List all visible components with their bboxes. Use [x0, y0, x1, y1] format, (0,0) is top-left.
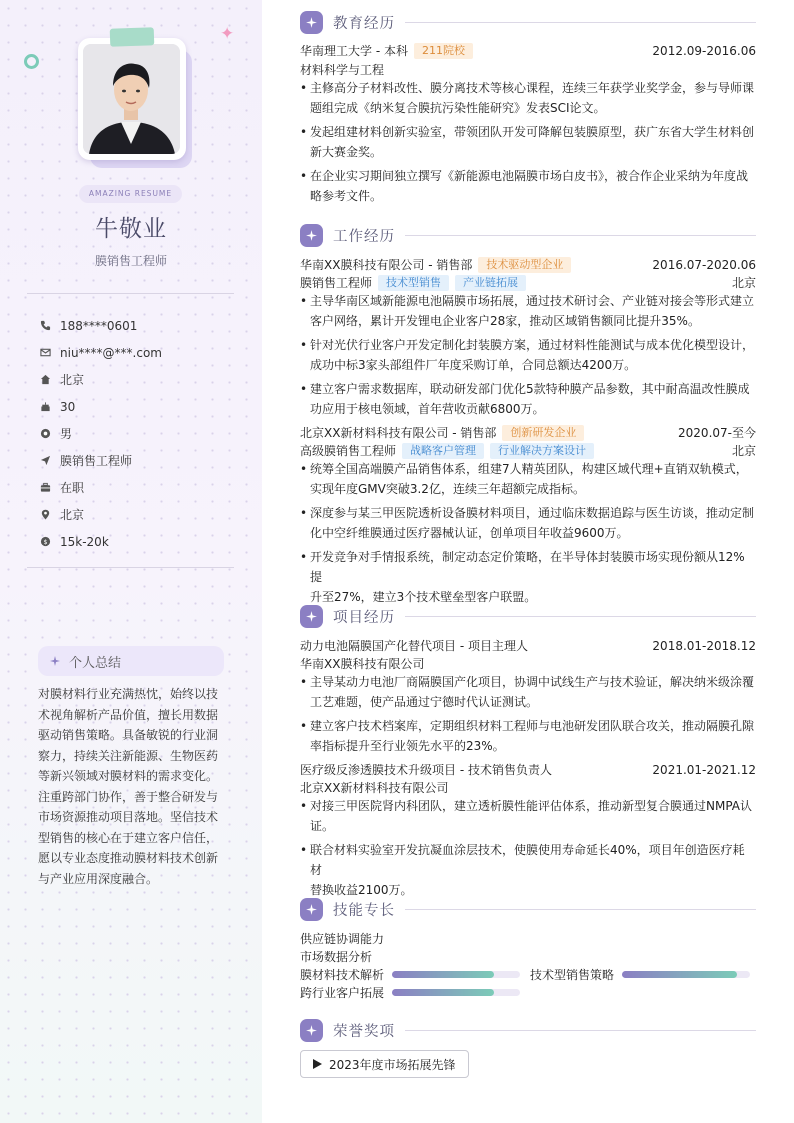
job-header-row — [300, 256, 756, 273]
bullet-line: 客户网络，累计开发锂电企业客户28家，推动区域销售额同比提升35%。 — [310, 314, 700, 328]
info-text: 30 — [60, 399, 76, 414]
skill-name: 膜材料技术解析 — [300, 968, 385, 982]
divider — [27, 567, 234, 568]
bullet-line: • 主导华南区域新能源电池隔膜市场拓展，通过技术研讨会、产业链对接会等形式建立 — [310, 294, 755, 308]
bullet-line: • 在企业实习期间独立撰写《新能源电池隔膜市场白皮书》，被合作企业采纳为年度战 — [310, 169, 749, 183]
decor-circle — [24, 54, 39, 69]
candidate-title: 膜销售工程师 — [94, 254, 167, 268]
job-period: 2020.07-至今 — [678, 426, 756, 440]
bullet-line: 功应用于核电领域，首年营收贡献6800万。 — [310, 402, 545, 416]
bullet-line: • 对接三甲医院肾内科团队，建立透析膜性能评估体系，推动新型复合膜通过NMPA认 — [310, 799, 753, 813]
role-tag: 产业链拓展 — [455, 275, 526, 291]
school-tag: 211院校 — [414, 43, 473, 59]
bullet-line: 新大赛金奖。 — [310, 145, 383, 159]
info-location — [40, 501, 240, 528]
award-label: 2023年度市场拓展先锋 — [329, 1057, 456, 1072]
info-text: 在职 — [60, 481, 85, 495]
info-text: 188****0601 — [60, 318, 138, 333]
bullet-line: • 建立客户需求数据库，联动研发部门优化5款特种膜产品参数，其中耐高温改性膜成 — [310, 382, 750, 396]
job-company: 北京XX新材料科技有限公司 - 销售部 — [300, 426, 497, 440]
job-city: 北京 — [731, 444, 756, 458]
phone-icon — [40, 320, 51, 331]
sparkle-icon — [300, 1019, 323, 1042]
location-icon — [40, 509, 51, 520]
skill-level-fill — [392, 971, 494, 978]
section-title: 项目经历 — [333, 609, 395, 626]
svg-text:$: $ — [43, 537, 48, 546]
job-role: 膜销售工程师 — [300, 276, 373, 290]
avatar — [83, 44, 180, 154]
play-icon — [313, 1059, 322, 1069]
skill-level-bar — [392, 989, 520, 996]
info-salary — [40, 528, 240, 555]
skill-name: 技术型销售策略 — [530, 968, 615, 982]
company-tag: 技术驱动型企业 — [478, 257, 571, 273]
contact-info-list — [40, 312, 240, 555]
bullet-line: 题组完成《纳米复合膜抗污染性能研究》发表SCI论文。 — [310, 101, 606, 115]
section-rule — [405, 22, 756, 23]
sparkle-icon — [300, 605, 323, 628]
company-tag: 创新研发企业 — [502, 425, 584, 441]
job-bullet — [300, 503, 756, 543]
job-bullet — [300, 547, 756, 607]
bullet-line: • 主修高分子材料改性、膜分离技术等核心课程，连续三年获学业奖学金，参与导师课 — [310, 81, 755, 95]
info-text: 北京 — [60, 508, 85, 522]
section-title: 教育经历 — [333, 15, 395, 32]
skill-level-fill — [392, 989, 494, 996]
cake-icon — [40, 401, 51, 412]
info-home — [40, 366, 240, 393]
summary-line: 与产业应用深度融合。 — [38, 871, 159, 886]
bullet-line: 工艺难题，使产品通过宁德时代认证测试。 — [310, 695, 539, 709]
bullet-line: • 联合材料实验室开发抗凝血涂层技术，使膜使用寿命延长40%，项目年创造医疗耗材 — [310, 843, 745, 877]
bullet-line: 略参考文件。 — [310, 189, 383, 203]
section-skills-header — [300, 897, 756, 921]
school-name: 华南理工大学 - 本科 — [300, 44, 408, 58]
info-text: 膜销售工程师 — [60, 454, 133, 468]
sparkle-icon — [300, 11, 323, 34]
summary-line: 察力，持续关注新能源、生物医药 — [38, 748, 219, 763]
job-bullet — [300, 335, 756, 375]
skill-level-fill — [622, 971, 737, 978]
project-bullet — [300, 672, 756, 712]
candidate-name: 牛敬业 — [95, 216, 167, 242]
bullet-line: • 开发竞争对手情报系统，制定动态定价策略，在半导体封装膜市场实现份额从12%提 — [310, 550, 745, 584]
project-company: 华南XX膜科技有限公司 — [300, 657, 425, 671]
send-icon — [40, 455, 51, 466]
job-role-row — [300, 274, 756, 291]
info-text: 男 — [60, 427, 73, 441]
job-role: 高级膜销售工程师 — [300, 444, 397, 458]
info-email — [40, 339, 240, 366]
info-text: 15k-20k — [60, 534, 109, 549]
summary-line: 愿以专业态度推动膜材料技术创新 — [38, 851, 219, 865]
summary-line: 术视角解析产品价值，擅长用数据 — [38, 707, 219, 722]
bullet-line: 升至27%，建立3个技术壁垒型客户联盟。 — [310, 590, 537, 604]
role-tag: 行业解决方案设计 — [490, 443, 594, 459]
summary-line: 型销售的核心在于建立客户信任， — [38, 830, 219, 845]
bullet-line: 率指标提升至行业领先水平的23%。 — [310, 739, 505, 753]
home-icon — [40, 374, 51, 385]
education-period: 2012.09-2016.06 — [652, 43, 756, 58]
section-rule — [405, 616, 756, 617]
summary-line: 驱动销售策略。具备敏锐的行业洞 — [38, 728, 219, 742]
sparkle-icon: ✦ — [220, 24, 235, 44]
section-projects-header — [300, 604, 756, 628]
summary-header — [38, 646, 224, 676]
bullet-line: • 发起组建材料创新实验室，带领团队开发可降解包装膜原型，获广东省大学生材料创 — [310, 125, 755, 139]
skill-name: 跨行业客户拓展 — [300, 986, 385, 1000]
job-header-row — [300, 424, 756, 441]
section-title: 荣誉奖项 — [333, 1023, 395, 1040]
info-text: 北京 — [60, 373, 85, 387]
award-item[interactable] — [300, 1050, 469, 1078]
skill-level-bar — [392, 971, 520, 978]
summary-line: 市场资源推动项目落地。坚信技术 — [38, 810, 219, 824]
bullet-line: 实现年度GMV突破3.2亿，连续三年超额完成指标。 — [310, 482, 585, 496]
info-gender — [40, 420, 240, 447]
skill-level-bar — [622, 971, 750, 978]
education-bullet — [300, 166, 756, 206]
bullet-line: • 针对光伏行业客户开发定制化封装膜方案，通过材料性能测试与成本优化模型设计， — [310, 338, 755, 352]
project-period: 2021.01-2021.12 — [652, 762, 756, 777]
mail-icon — [40, 347, 51, 358]
education-major: 材料科学与工程 — [300, 63, 385, 77]
job-period: 2016.07-2020.06 — [652, 257, 756, 272]
summary-title: 个人总结 — [69, 655, 122, 671]
education-header-row — [300, 42, 756, 59]
bullet-line: • 主导某动力电池厂商隔膜国产化项目，协调中试线生产与技术验证，解决纳米级涂覆 — [310, 675, 755, 689]
project-header-row — [300, 761, 756, 778]
bullet-line: • 统筹全国高端膜产品销售体系，组建7人精英团队，构建区域代理+直销双轨模式， — [310, 462, 748, 476]
bullet-line: 证。 — [310, 819, 335, 833]
briefcase-icon — [40, 482, 51, 493]
photo-tape — [110, 27, 155, 47]
section-rule — [405, 1030, 756, 1031]
section-education-header — [300, 10, 756, 34]
role-tag: 技术型销售 — [378, 275, 449, 291]
bullet-line: • 深度参与某三甲医院透析设备膜材料项目，通过临床数据追踪与医生访谈，推动定制 — [310, 506, 755, 520]
section-title: 技能专长 — [333, 902, 395, 919]
job-bullet — [300, 459, 756, 499]
info-status — [40, 474, 240, 501]
bullet-line: 化中空纤维膜通过医疗器械认证，创单项目年收益9600万。 — [310, 526, 629, 540]
job-city: 北京 — [731, 276, 756, 290]
project-header-row — [300, 637, 756, 654]
sparkle-icon — [49, 655, 61, 667]
sidebar — [0, 0, 262, 1123]
info-age — [40, 393, 240, 420]
bullet-line: • 建立客户技术档案库，定期组织材料工程师与电池研发团队联合攻关，推动隔膜孔隙 — [310, 719, 755, 733]
job-bullet — [300, 291, 756, 331]
project-company: 北京XX新材料科技有限公司 — [300, 781, 449, 795]
project-period: 2018.01-2018.12 — [652, 638, 756, 653]
skill-plain: 供应链协调能力 — [300, 932, 385, 946]
job-role-row — [300, 442, 756, 459]
section-awards-header — [300, 1018, 756, 1042]
skill-row — [300, 966, 756, 983]
skill-row — [300, 984, 756, 1001]
divider — [27, 293, 234, 294]
project-name: 医疗级反渗透膜技术升级项目 - 技术销售负责人 — [300, 763, 552, 777]
summary-line: 注重跨部门协作，善于整合研发与 — [38, 789, 219, 804]
project-name: 动力电池隔膜国产化替代项目 - 项目主理人 — [300, 639, 528, 653]
education-bullet — [300, 78, 756, 118]
sparkle-icon — [300, 224, 323, 247]
project-bullet — [300, 716, 756, 756]
job-company: 华南XX膜科技有限公司 - 销售部 — [300, 258, 473, 272]
section-rule — [405, 235, 756, 236]
info-text: niu****@***.com — [60, 345, 162, 360]
sparkle-icon — [300, 898, 323, 921]
skill-plain: 市场数据分析 — [300, 950, 373, 964]
info-position — [40, 447, 240, 474]
salary-icon — [40, 536, 51, 547]
project-bullet — [300, 840, 756, 900]
summary-line: 等新兴领域对膜材料的需求变化。 — [38, 769, 219, 783]
section-rule — [405, 909, 756, 910]
section-work-header — [300, 223, 756, 247]
gender-icon — [40, 428, 51, 439]
summary-line: 对膜材料行业充满热忱，始终以技 — [38, 687, 219, 701]
job-bullet — [300, 379, 756, 419]
project-bullet — [300, 796, 756, 836]
summary-text — [38, 684, 224, 889]
education-bullet — [300, 122, 756, 162]
bullet-line: 成功中标3家头部组件厂年度采购订单，合同总额达4200万。 — [310, 358, 637, 372]
role-tag: 战略客户管理 — [402, 443, 484, 459]
info-phone — [40, 312, 240, 339]
resume-badge: AMAZING RESUME — [79, 185, 182, 203]
bullet-line: 替换收益2100万。 — [310, 883, 413, 897]
section-title: 工作经历 — [333, 228, 395, 245]
